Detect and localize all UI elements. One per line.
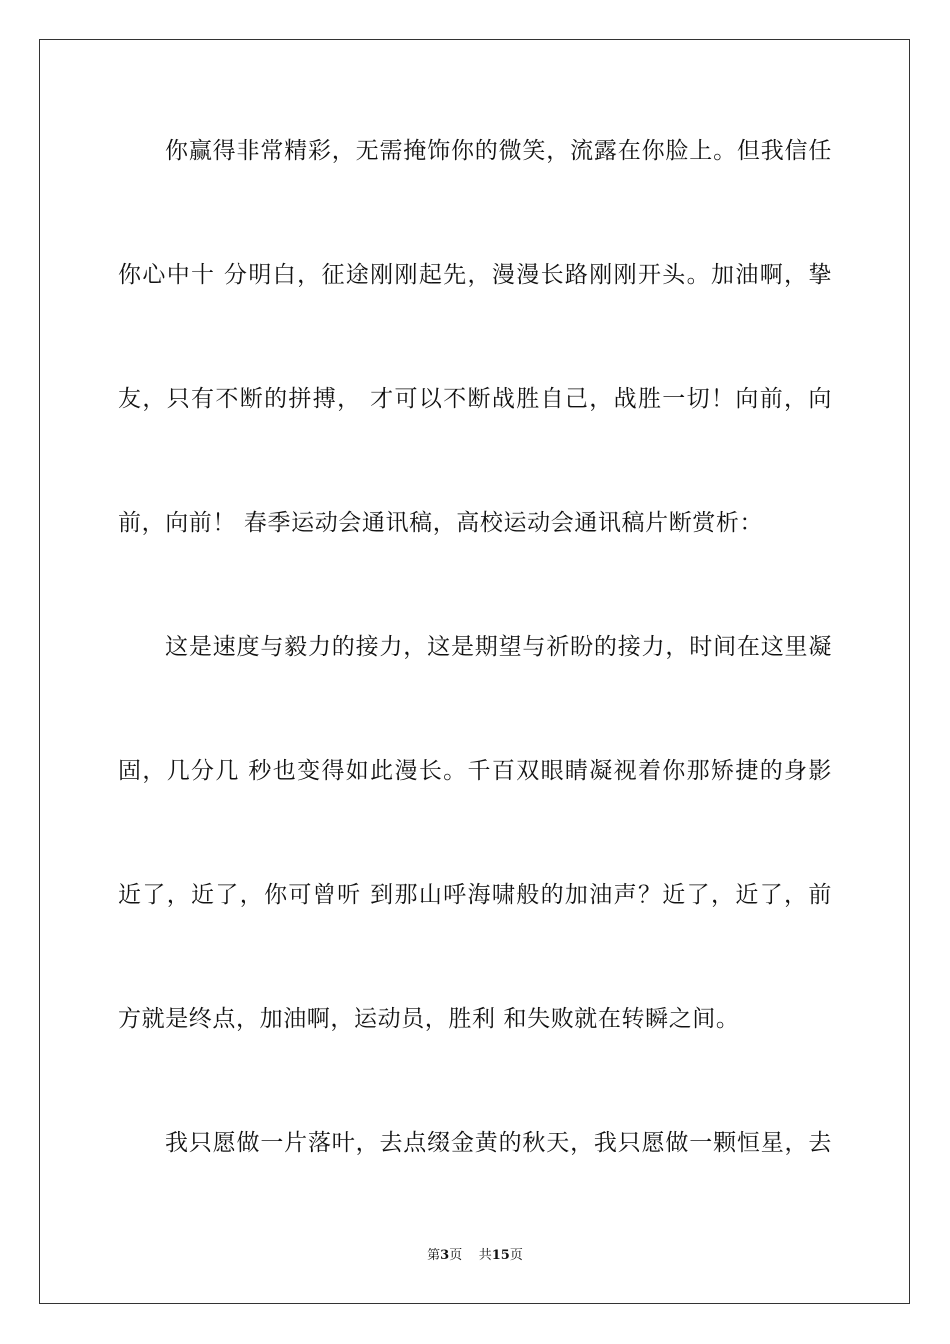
text-line-6: 固，几分几 秒也变得如此漫长。千百双眼睛凝视着你那矫捷的身影 [118, 758, 832, 784]
text-line-9: 我只愿做一片落叶，去点缀金黄的秋天，我只愿做一颗恒星，去 [165, 1130, 832, 1156]
footer-page-prefix: 第 [427, 1248, 441, 1263]
page-footer [0, 1247, 950, 1265]
text-line-5: 这是速度与毅力的接力，这是期望与祈盼的接力，时间在这里凝 [165, 634, 832, 660]
text-line-4: 前，向前！ 春季运动会通讯稿，高校运动会通讯稿片断赏析： [118, 510, 764, 536]
text-line-8: 方就是终点，加油啊，运动员，胜利 和失败就在转瞬之间。 [118, 1006, 740, 1032]
footer-page-suffix: 页 [449, 1248, 463, 1263]
footer-total-prefix: 共 [478, 1248, 492, 1263]
footer-total-pages: 15 [491, 1248, 510, 1263]
footer-page-number: 3 [440, 1248, 450, 1263]
text-line-2: 你心中十 分明白，征途刚刚起先，漫漫长路刚刚开头。加油啊，挚 [118, 262, 832, 288]
page-border [39, 39, 910, 1304]
text-line-1: 你赢得非常精彩，无需掩饰你的微笑，流露在你脸上。但我信任 [165, 138, 832, 164]
text-line-7: 近了，近了，你可曾听 到那山呼海啸般的加油声？近了，近了，前 [118, 882, 832, 908]
text-line-3: 友，只有不断的拼搏， 才可以不断战胜自己，战胜一切！向前，向 [118, 386, 832, 412]
footer-total-suffix: 页 [509, 1248, 523, 1263]
